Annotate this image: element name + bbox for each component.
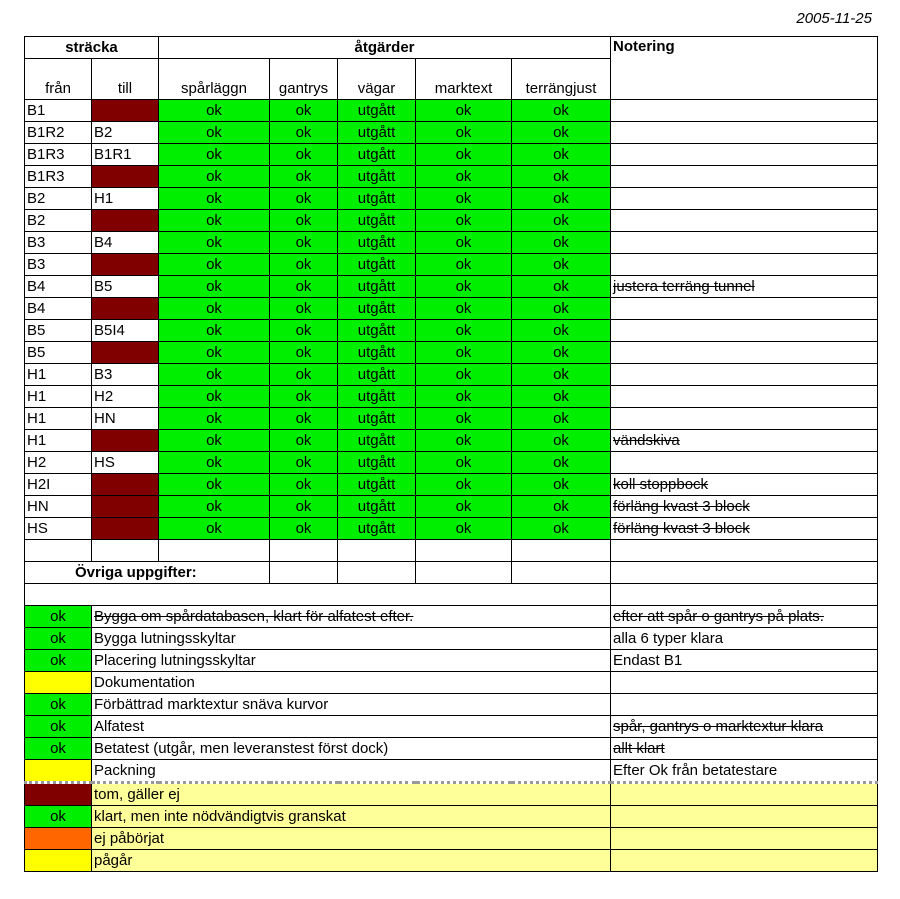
task-text: Placering lutningsskyltar: [92, 650, 611, 672]
cell-till: B2: [92, 122, 159, 144]
empty-cell: [25, 540, 92, 562]
cell-status: ok: [159, 364, 270, 386]
table-row: [25, 320, 878, 342]
legend-text: ej påbörjat: [92, 828, 611, 850]
cell-till: [92, 496, 159, 518]
task-row: [25, 760, 878, 783]
cell-status: ok: [270, 452, 338, 474]
cell-till: [92, 430, 159, 452]
cell-status: ok: [416, 474, 512, 496]
empty-cell: [92, 540, 159, 562]
cell-status: ok: [270, 188, 338, 210]
cell-status: utgått: [338, 144, 416, 166]
cell-status: utgått: [338, 430, 416, 452]
cell-status: ok: [270, 166, 338, 188]
cell-fran: H2I: [25, 474, 92, 496]
cell-fran: H1: [25, 364, 92, 386]
table-row: [25, 452, 878, 474]
legend-text: pågår: [92, 850, 611, 872]
table-row: [25, 100, 878, 122]
empty-cell: [338, 540, 416, 562]
header-fran: från: [25, 59, 92, 100]
cell-status: utgått: [338, 254, 416, 276]
cell-status: ok: [159, 430, 270, 452]
cell-fran: B2: [25, 188, 92, 210]
cell-status: utgått: [338, 518, 416, 540]
task-text: Packning: [92, 760, 611, 783]
header-stracka: sträcka: [25, 37, 159, 59]
cell-status: ok: [159, 276, 270, 298]
cell-fran: H1: [25, 408, 92, 430]
cell-status: ok: [416, 100, 512, 122]
legend-note: [611, 806, 878, 828]
cell-status: ok: [270, 276, 338, 298]
header-row-1: [25, 37, 878, 59]
cell-status: ok: [270, 430, 338, 452]
legend-note: [611, 828, 878, 850]
task-text: Dokumentation: [92, 672, 611, 694]
cell-status: ok: [159, 452, 270, 474]
cell-status: ok: [512, 210, 611, 232]
cell-note: [611, 144, 878, 166]
cell-status: ok: [416, 430, 512, 452]
cell-fran: H1: [25, 430, 92, 452]
cell-fran: B3: [25, 232, 92, 254]
legend-row: [25, 850, 878, 872]
cell-status: ok: [416, 518, 512, 540]
cell-note: [611, 188, 878, 210]
cell-till: [92, 254, 159, 276]
cell-status: ok: [512, 232, 611, 254]
cell-status: ok: [512, 364, 611, 386]
task-note: allt klart: [611, 738, 878, 760]
legend-note: [611, 783, 878, 806]
legend-row: [25, 828, 878, 850]
cell-status: utgått: [338, 122, 416, 144]
table-row: [25, 298, 878, 320]
cell-status: ok: [416, 210, 512, 232]
table-row: [25, 166, 878, 188]
empty-cell: [338, 562, 416, 584]
cell-fran: HN: [25, 496, 92, 518]
cell-note: [611, 320, 878, 342]
cell-status: utgått: [338, 210, 416, 232]
cell-status: utgått: [338, 232, 416, 254]
cell-till: HS: [92, 452, 159, 474]
cell-status: ok: [416, 364, 512, 386]
cell-status: ok: [270, 254, 338, 276]
cell-status: ok: [270, 298, 338, 320]
cell-status: ok: [416, 232, 512, 254]
cell-fran: B1R2: [25, 122, 92, 144]
task-note: [611, 672, 878, 694]
task-status: ok: [25, 738, 92, 760]
cell-status: utgått: [338, 342, 416, 364]
cell-fran: B2: [25, 210, 92, 232]
cell-status: utgått: [338, 166, 416, 188]
cell-status: ok: [416, 496, 512, 518]
task-note: Efter Ok från betatestare: [611, 760, 878, 783]
header-notering: Notering: [611, 37, 878, 100]
table-row: [25, 342, 878, 364]
cell-status: utgått: [338, 496, 416, 518]
cell-status: ok: [512, 430, 611, 452]
cell-status: ok: [159, 496, 270, 518]
header-col-terrangjust: terrängjust: [512, 59, 611, 100]
cell-status: utgått: [338, 188, 416, 210]
cell-status: utgått: [338, 100, 416, 122]
cell-status: ok: [270, 496, 338, 518]
table-row: [25, 276, 878, 298]
cell-status: ok: [159, 232, 270, 254]
cell-fran: HS: [25, 518, 92, 540]
spacer-row: [25, 584, 878, 606]
cell-status: utgått: [338, 474, 416, 496]
cell-status: utgått: [338, 452, 416, 474]
cell-status: ok: [416, 386, 512, 408]
cell-status: ok: [416, 452, 512, 474]
empty-row: [25, 540, 878, 562]
cell-status: ok: [270, 100, 338, 122]
cell-fran: B1R3: [25, 144, 92, 166]
cell-status: ok: [512, 474, 611, 496]
header-col-sparlaggn: spårläggn: [159, 59, 270, 100]
empty-cell: [512, 562, 611, 584]
empty-cell: [512, 540, 611, 562]
empty-cell: [270, 540, 338, 562]
task-text: Betatest (utgår, men leveranstest först dock): [92, 738, 611, 760]
cell-status: utgått: [338, 386, 416, 408]
cell-status: utgått: [338, 320, 416, 342]
empty-cell: [611, 540, 878, 562]
cell-till: B5I4: [92, 320, 159, 342]
task-status: ok: [25, 606, 92, 628]
cell-status: ok: [512, 254, 611, 276]
cell-till: B5: [92, 276, 159, 298]
cell-note: [611, 166, 878, 188]
cell-status: ok: [159, 474, 270, 496]
cell-till: H1: [92, 188, 159, 210]
empty-cell: [611, 562, 878, 584]
header-col-gantrys: gantrys: [270, 59, 338, 100]
cell-note: förläng kvast 3 block: [611, 518, 878, 540]
task-text: Förbättrad marktextur snäva kurvor: [92, 694, 611, 716]
cell-status: ok: [512, 122, 611, 144]
table-row: [25, 386, 878, 408]
cell-note: vändskiva: [611, 430, 878, 452]
cell-till: [92, 298, 159, 320]
cell-status: ok: [512, 298, 611, 320]
task-row: [25, 694, 878, 716]
cell-status: ok: [416, 276, 512, 298]
cell-status: ok: [270, 386, 338, 408]
cell-status: ok: [512, 496, 611, 518]
cell-status: ok: [159, 188, 270, 210]
cell-fran: H1: [25, 386, 92, 408]
legend-swatch: [25, 850, 92, 872]
cell-note: [611, 232, 878, 254]
task-status: ok: [25, 716, 92, 738]
cell-note: [611, 298, 878, 320]
cell-fran: B1: [25, 100, 92, 122]
legend-swatch: [25, 828, 92, 850]
cell-status: ok: [159, 166, 270, 188]
cell-note: [611, 364, 878, 386]
task-text: Alfatest: [92, 716, 611, 738]
table-row: [25, 122, 878, 144]
cell-note: [611, 254, 878, 276]
task-note: alla 6 typer klara: [611, 628, 878, 650]
cell-status: ok: [416, 408, 512, 430]
cell-till: [92, 210, 159, 232]
task-row: [25, 716, 878, 738]
cell-status: ok: [416, 320, 512, 342]
empty-cell: [159, 540, 270, 562]
cell-status: ok: [159, 298, 270, 320]
cell-status: ok: [416, 188, 512, 210]
cell-note: [611, 210, 878, 232]
task-row: [25, 672, 878, 694]
cell-status: ok: [159, 210, 270, 232]
cell-status: ok: [512, 166, 611, 188]
cell-note: förläng kvast 3 block: [611, 496, 878, 518]
cell-note: [611, 100, 878, 122]
ovriga-label: Övriga uppgifter:: [25, 562, 270, 584]
cell-status: ok: [270, 518, 338, 540]
cell-status: utgått: [338, 408, 416, 430]
cell-status: utgått: [338, 276, 416, 298]
cell-till: [92, 474, 159, 496]
cell-status: ok: [159, 386, 270, 408]
table-row: [25, 232, 878, 254]
cell-status: ok: [270, 320, 338, 342]
task-status: [25, 760, 92, 783]
document-date: 2005-11-25: [796, 10, 872, 27]
cell-status: ok: [512, 342, 611, 364]
cell-status: ok: [159, 144, 270, 166]
empty-cell: [416, 540, 512, 562]
cell-till: B1R1: [92, 144, 159, 166]
ovriga-row: [25, 562, 878, 584]
table-row: [25, 254, 878, 276]
cell-status: ok: [270, 364, 338, 386]
cell-note: justera terräng tunnel: [611, 276, 878, 298]
legend-text: tom, gäller ej: [92, 783, 611, 806]
cell-status: ok: [270, 342, 338, 364]
cell-till: [92, 518, 159, 540]
cell-note: koll stoppbock: [611, 474, 878, 496]
cell-till: [92, 166, 159, 188]
task-row: [25, 628, 878, 650]
task-text: Bygga om spårdatabasen, klart för alfatest efter.: [92, 606, 611, 628]
cell-status: ok: [512, 452, 611, 474]
cell-status: ok: [512, 188, 611, 210]
table-row: [25, 408, 878, 430]
cell-note: [611, 408, 878, 430]
cell-status: ok: [270, 144, 338, 166]
cell-status: ok: [512, 320, 611, 342]
cell-note: [611, 452, 878, 474]
cell-status: ok: [512, 518, 611, 540]
task-status: ok: [25, 650, 92, 672]
cell-status: ok: [512, 408, 611, 430]
task-row: [25, 738, 878, 760]
table-row: [25, 144, 878, 166]
cell-fran: H2: [25, 452, 92, 474]
cell-till: B3: [92, 364, 159, 386]
header-col-vagar: vägar: [338, 59, 416, 100]
cell-fran: B3: [25, 254, 92, 276]
task-status: ok: [25, 694, 92, 716]
cell-status: ok: [159, 342, 270, 364]
cell-status: ok: [512, 386, 611, 408]
cell-status: utgått: [338, 364, 416, 386]
legend-swatch: ok: [25, 806, 92, 828]
cell-note: [611, 386, 878, 408]
header-atgarder: åtgärder: [159, 37, 611, 59]
cell-status: ok: [159, 100, 270, 122]
cell-status: ok: [159, 518, 270, 540]
task-text: Bygga lutningsskyltar: [92, 628, 611, 650]
cell-status: ok: [512, 100, 611, 122]
task-row: [25, 650, 878, 672]
cell-status: ok: [416, 122, 512, 144]
status-table: [24, 36, 878, 872]
cell-till: HN: [92, 408, 159, 430]
cell-note: [611, 342, 878, 364]
cell-status: ok: [416, 254, 512, 276]
cell-fran: B5: [25, 342, 92, 364]
legend-row: [25, 783, 878, 806]
task-note: [611, 694, 878, 716]
legend-note: [611, 850, 878, 872]
empty-cell: [25, 584, 611, 606]
task-note: efter att spår o gantrys på plats.: [611, 606, 878, 628]
cell-till: H2: [92, 386, 159, 408]
table-body: [25, 37, 878, 872]
cell-status: ok: [159, 254, 270, 276]
cell-till: [92, 342, 159, 364]
table-row: [25, 430, 878, 452]
cell-status: ok: [416, 298, 512, 320]
cell-status: ok: [159, 320, 270, 342]
empty-cell: [416, 562, 512, 584]
table-row: [25, 210, 878, 232]
cell-fran: B1R3: [25, 166, 92, 188]
cell-till: [92, 100, 159, 122]
cell-fran: B4: [25, 276, 92, 298]
task-note: spår, gantrys o marktextur klara: [611, 716, 878, 738]
cell-status: ok: [270, 408, 338, 430]
task-note: Endast B1: [611, 650, 878, 672]
cell-status: ok: [270, 474, 338, 496]
cell-status: ok: [416, 342, 512, 364]
table-row: [25, 474, 878, 496]
legend-row: [25, 806, 878, 828]
cell-status: ok: [512, 276, 611, 298]
cell-status: ok: [270, 122, 338, 144]
header-till: till: [92, 59, 159, 100]
task-status: ok: [25, 628, 92, 650]
table-row: [25, 518, 878, 540]
cell-fran: B5: [25, 320, 92, 342]
task-status: [25, 672, 92, 694]
cell-status: ok: [159, 122, 270, 144]
cell-status: ok: [512, 144, 611, 166]
cell-note: [611, 122, 878, 144]
empty-cell: [611, 584, 878, 606]
cell-status: ok: [159, 408, 270, 430]
table-row: [25, 496, 878, 518]
task-row: [25, 606, 878, 628]
table-row: [25, 364, 878, 386]
cell-status: ok: [270, 210, 338, 232]
cell-status: ok: [416, 166, 512, 188]
legend-swatch: [25, 783, 92, 806]
empty-cell: [270, 562, 338, 584]
header-col-marktext: marktext: [416, 59, 512, 100]
cell-status: ok: [270, 232, 338, 254]
cell-till: B4: [92, 232, 159, 254]
legend-text: klart, men inte nödvändigtvis granskat: [92, 806, 611, 828]
cell-status: utgått: [338, 298, 416, 320]
cell-status: ok: [416, 144, 512, 166]
table-row: [25, 188, 878, 210]
cell-fran: B4: [25, 298, 92, 320]
